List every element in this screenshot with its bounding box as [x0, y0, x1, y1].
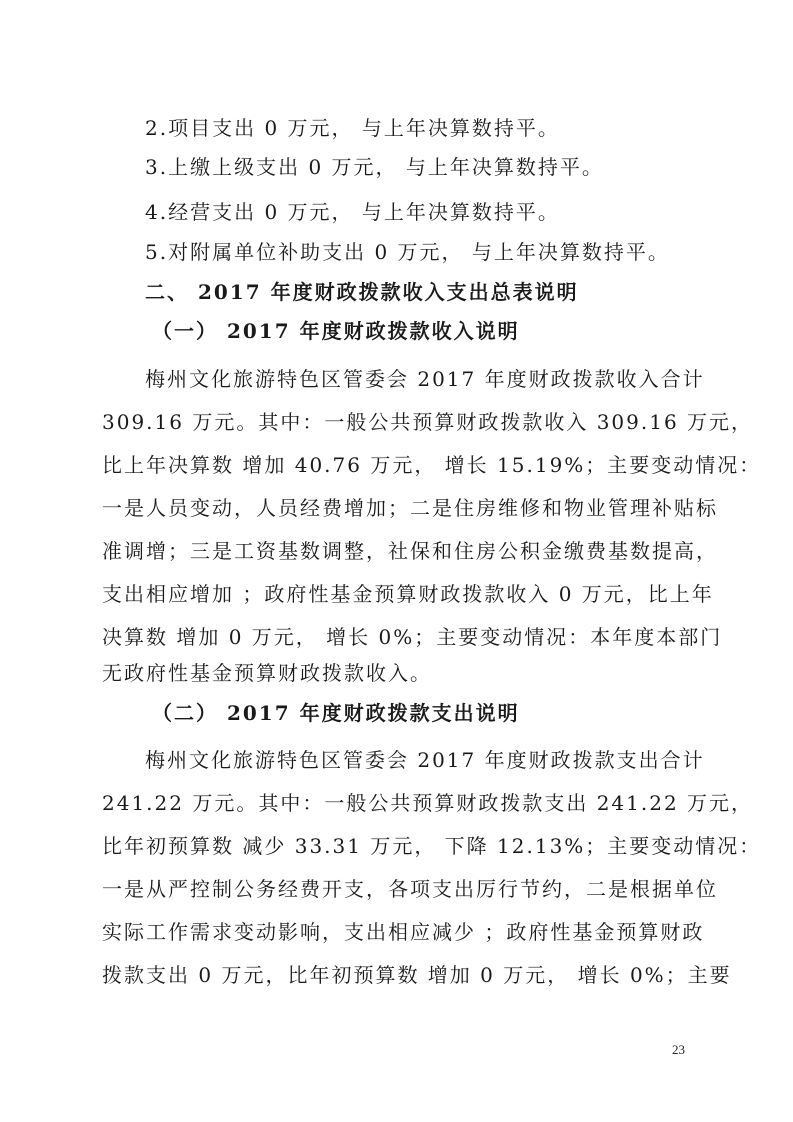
list-item-project-expense: 2.项目支出 0 万元， 与上年决算数持平。 [145, 116, 560, 140]
income-paragraph-line: 准调增；三是工资基数调整，社保和住房公积金缴费基数提高， [102, 539, 718, 563]
page-number: 23 [672, 1042, 685, 1057]
expense-paragraph-line: 一是从严控制公务经费开支，各项支出厉行节约，二是根据单位 [102, 877, 718, 901]
income-paragraph-line: 梅州文化旅游特色区管委会 2017 年度财政拨款收入合计 [145, 367, 705, 391]
list-item-subsidiary-subsidy-expense: 5.对附属单位补助支出 0 万元， 与上年决算数持平。 [145, 240, 670, 264]
expense-paragraph-line: 241.22 万元。其中：一般公共预算财政拨款支出 241.22 万元， [102, 791, 754, 815]
income-paragraph-line: 支出相应增加 ；政府性基金预算财政拨款收入 0 万元，比上年 [102, 582, 714, 606]
expense-paragraph-line: 比年初预算数 减少 33.31 万元， 下降 12.13%；主要变动情况： [102, 834, 762, 858]
income-paragraph-line: 比上年决算数 增加 40.76 万元， 增长 15.19%；主要变动情况： [102, 453, 762, 477]
expense-paragraph-line: 实际工作需求变动影响，支出相应减少 ；政府性基金预算财政 [102, 920, 705, 944]
income-paragraph-line: 决算数 增加 0 万元， 增长 0%；主要变动情况：本年度本部门 [102, 625, 723, 649]
income-heading: （一） 2017 年度财政拨款收入说明 [152, 319, 520, 343]
expense-paragraph-line: 拨款支出 0 万元，比年初预算数 增加 0 万元， 增长 0%；主要 [102, 963, 732, 987]
income-paragraph-line: 309.16 万元。其中：一般公共预算财政拨款收入 309.16 万元， [102, 410, 754, 434]
list-item-upper-remit-expense: 3.上缴上级支出 0 万元， 与上年决算数持平。 [145, 155, 604, 179]
income-paragraph-line: 无政府性基金预算财政拨款收入。 [102, 661, 432, 685]
income-paragraph-line: 一是人员变动，人员经费增加；二是住房维修和物业管理补贴标 [102, 496, 718, 520]
expense-paragraph-line: 梅州文化旅游特色区管委会 2017 年度财政拨款支出合计 [145, 748, 705, 772]
section-heading: 二、 2017 年度财政拨款收入支出总表说明 [145, 280, 579, 304]
expense-heading: （二） 2017 年度财政拨款支出说明 [152, 701, 520, 725]
list-item-operating-expense: 4.经营支出 0 万元， 与上年决算数持平。 [145, 200, 560, 224]
